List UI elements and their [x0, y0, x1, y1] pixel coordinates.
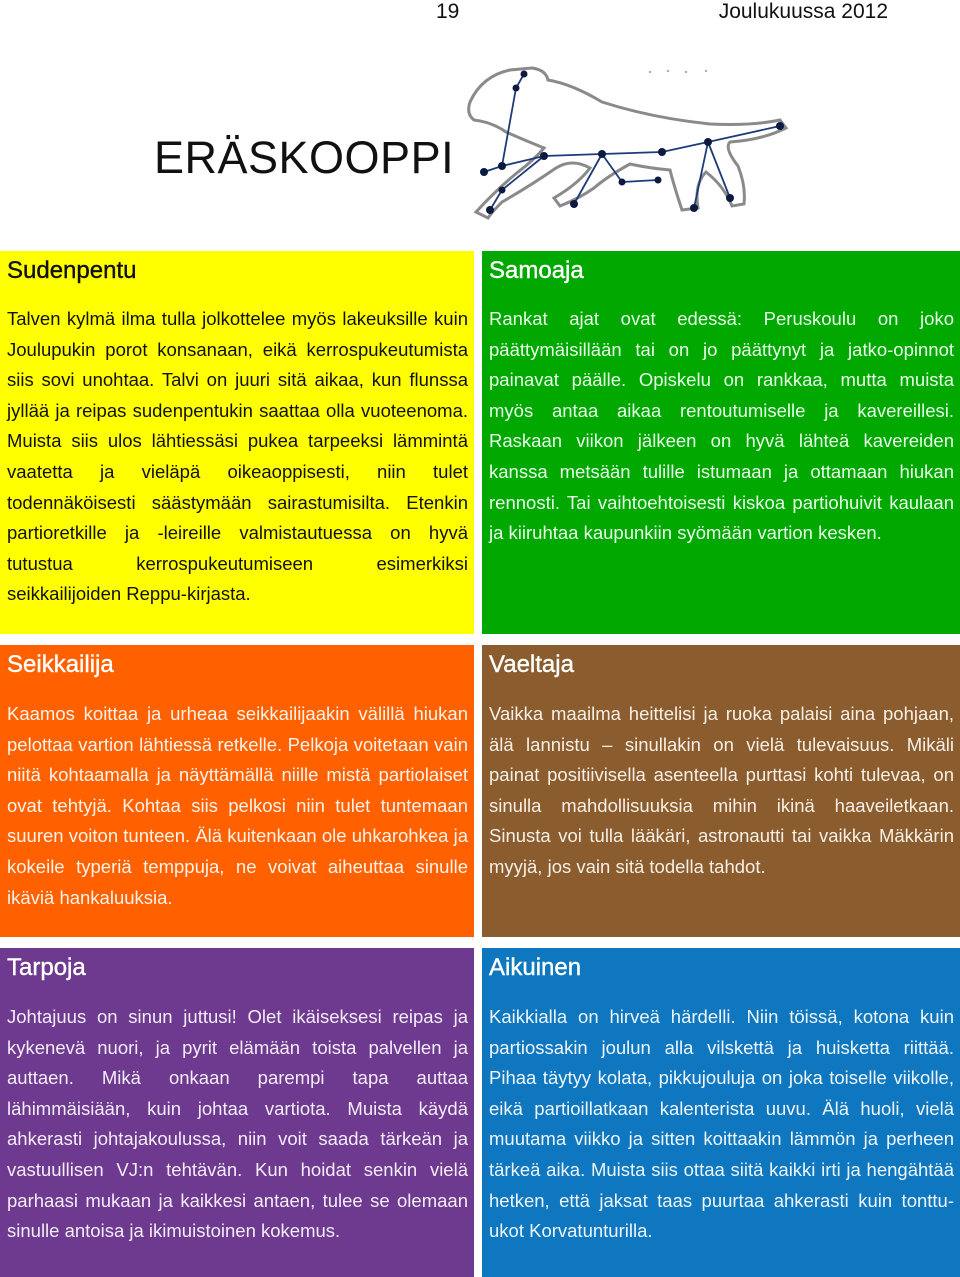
section-heading-samoaja: Samoaja: [489, 257, 584, 284]
issue-date: Joulukuussa 2012: [718, 0, 888, 23]
section-vaeltaja: [482, 645, 960, 937]
section-heading-seikkailija: Seikkailija: [7, 651, 114, 678]
section-text-samoaja: Rankat ajat ovat edessä: Peruskoulu on joko päättymäisillään tai on jo päättynyt ja jatko-opinnot painavat päälle. Opiskelu on rankkaa, mutta muista myös antaa aikaa rentoutumiselle ja kavereillesi. Raskaan viikon jälkeen on hyvä lähteä kavereiden kanssa metsään tulille istumaan ja ottamaan hiukan rennosti. Tai vaihtoehtoisesti kiskoa partiohuivit kaulaan ja kiiruhtaa kaupunkiin syömään vartion kesken.: [489, 308, 954, 544]
section-text-aikuinen: Kaikkialla on hirveä härdelli. Niin töissä, kotona kuin partiossakin joulun alla vilskettä ja huisketta riittää. Pihaa täytyy kolata, pikkujouluja on joka toiselle viikolle, eikä partioillatkaan kalenterista uuvu. Älä huoli, vielä muutama viikko ja sitten koittaakin lämmön ja perheen tärkeä aika. Muista siis ottaa siitä kaikki irti ja hengähtää hetken, että jaksat taas puurtaa ahkerasti kuin tonttu-ukot Korvatunturilla.: [489, 1006, 954, 1242]
section-text-tarpoja: Johtajuus on sinun juttusi! Olet ikäiseksesi reipas ja kykenevä nuori, ja pyrit elämään toista palvellen ja auttaen. Mikä onkaan parempi tapa auttaa lähimmäisiään, kuin johtaa vartiota. Muista käydä ahkerasti johtajakoulussa, niin voit saada tärkeän ja vastuullisen VJ:n tehtävän. Kun hoidat senkin vielä parhaasi mukaan ja kaikkesi antaen, tulee se olemaan sinulle antoisa ja ikimuistoinen kokemus.: [7, 1006, 468, 1242]
section-tarpoja: [0, 948, 474, 1277]
section-text-vaeltaja: Vaikka maailma heittelisi ja ruoka palaisi aina pohjaan, älä lannistu – sinullakin on vielä tulevaisuus. Mikäli painat positiivisella asenteella purttasi kohti tulevaa, on sinulla mahdollisuuksia mihin ikinä haaveiletkaan. Sinusta voi tulla lääkäri, astronautti tai vaikka Mäkkärin myyjä, jos vain sitä todella tahdot.: [489, 703, 954, 877]
wolf-constellation-icon: [462, 62, 792, 230]
section-aikuinen: [482, 948, 960, 1277]
page-number: 19: [436, 0, 460, 23]
section-text-seikkailija: Kaamos koittaa ja urheaa seikkailijaakin välillä hiukan pelottaa vartion lähtiessä retkelle. Pelkoja voitetaan vain niitä kohtaamalla ja näyttämällä niille mistä partiolaiset ovat tehtyjä. Kohtaa siis pelkosi niin tulet tuntemaan suuren voiton tunteen. Älä kuitenkaan ole uhkarohkea ja kokeile typeriä temppuja, ne voivat aiheuttaa sinulle ikäviä hankaluuksia.: [7, 703, 468, 908]
section-heading-sudenpentu: Sudenpentu: [7, 257, 137, 284]
section-samoaja: [482, 251, 960, 634]
section-heading-vaeltaja: Vaeltaja: [489, 651, 574, 678]
page-title: ERÄSKOOPPI: [154, 132, 455, 183]
section-sudenpentu: [0, 251, 474, 634]
section-heading-tarpoja: Tarpoja: [7, 954, 86, 981]
section-heading-aikuinen: Aikuinen: [489, 954, 582, 981]
section-text-sudenpentu: Talven kylmä ilma tulla jolkottelee myös lakeuksille kuin Joulupukin porot konsanaan, eikä kerrospukeutumista siis sovi unohtaa. Talvi on juuri sitä aikaa, kun flunssa jyllää ja reipas sudenpentukin saattaa olla vuoteenoma. Muista siis ulos lähtiessäsi pukea tarpeeksi lämmintä vaatetta ja vieläpä oikeaoppisesti, niin tulet todennäköisesti säästymään sairastumisilta. Etenkin partioretkille ja -leireille valmistautuessa on hyvä tutustua kerrospukeutumiseen esimerkiksi seikkailijoiden Reppu-kirjasta.: [7, 308, 468, 605]
section-seikkailija: [0, 645, 474, 937]
